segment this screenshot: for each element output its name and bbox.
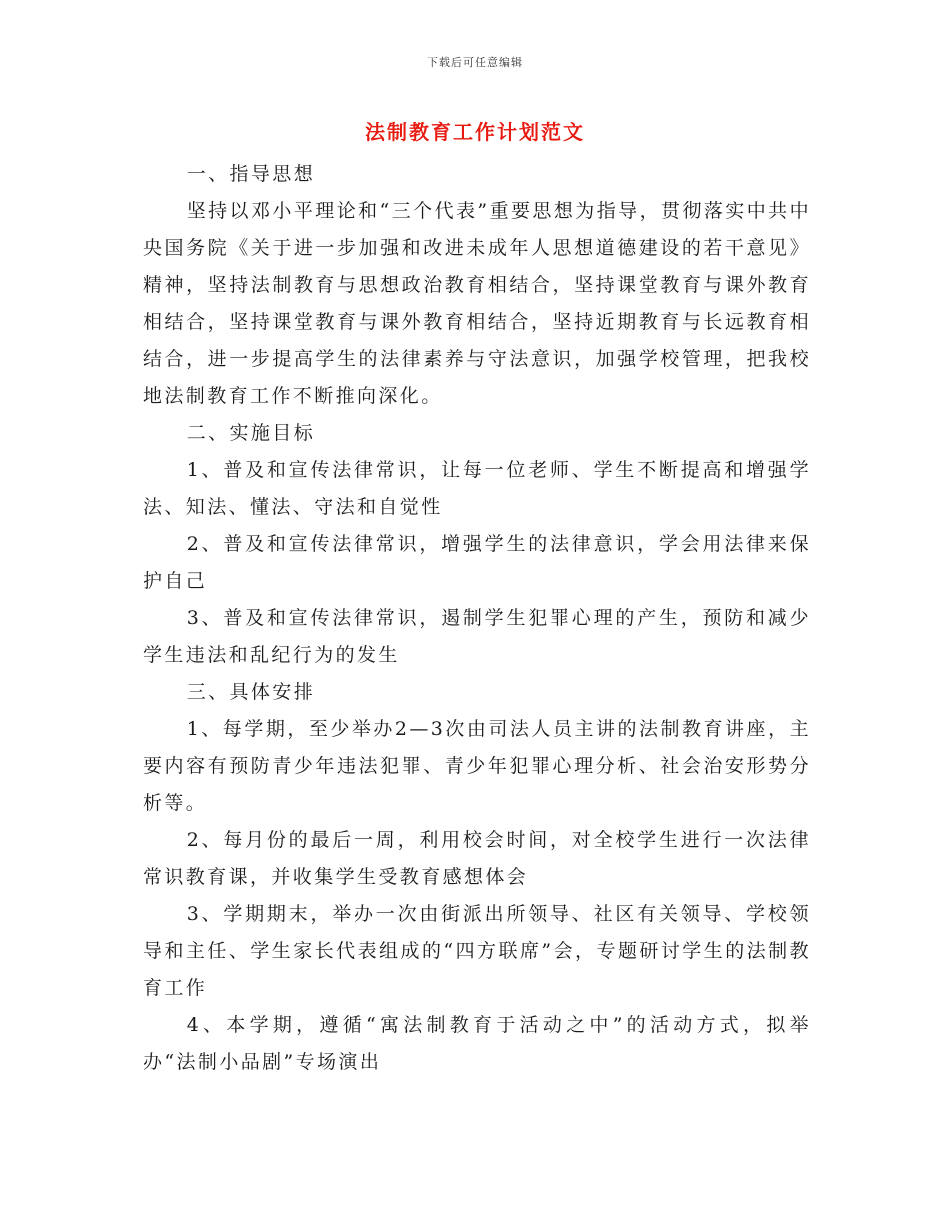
arrangement-item-4: 4、本学期，遵循“寓法制教育于活动之中”的活动方式，拟举办“法制小品剧”专场演出 (143, 1014, 811, 1073)
arrangement-item-1: 1、每学期，至少举办2—3次由司法人员主讲的法制教育讲座，主要内容有预防青少年违法犯罪、青少年犯罪心理分析、社会治安形势分析等。 (143, 718, 811, 814)
goal-item-2: 2、普及和宣传法律常识，增强学生的法律意识，学会用法律来保护自己 (143, 533, 811, 592)
section-heading-guiding-thought: 一、指导思想 (186, 163, 316, 185)
section-heading-arrangements: 三、具体安排 (186, 681, 316, 703)
document-body (143, 156, 811, 1081)
arrangement-item-2: 2、每月份的最后一周，利用校会时间，对全校学生进行一次法律常识教育课，并收集学生受教育感想体会 (143, 829, 811, 888)
goal-item-3: 3、普及和宣传法律常识，遏制学生犯罪心理的产生，预防和减少学生违法和乱纪行为的发生 (143, 607, 811, 666)
arrangement-item-3: 3、学期期末，举办一次由街派出所领导、社区有关领导、学校领导和主任、学生家长代表组成的“四方联席”会，专题研讨学生的法制教育工作 (143, 903, 811, 999)
section-heading-goals: 二、实施目标 (186, 422, 316, 444)
header-note: 下载后可任意编辑 (427, 56, 523, 69)
paragraph-guiding-thought: 坚持以邓小平理论和“三个代表”重要思想为指导，贯彻落实中共中央国务院《关于进一步加强和改进未成年人思想道德建设的若干意见》精神，坚持法制教育与思想政治教育相结合，坚持课堂教育与课外教育相结合，坚持课堂教育与课外教育相结合，坚持近期教育与长远教育相结合，进一步提高学生的法律素养与守法意识，加强学校管理，把我校地法制教育工作不断推向深化。 (143, 200, 811, 407)
goal-item-1: 1、普及和宣传法律常识，让每一位老师、学生不断提高和增强学法、知法、懂法、守法和自觉性 (143, 459, 811, 518)
document-title: 法制教育工作计划范文 (365, 120, 585, 144)
